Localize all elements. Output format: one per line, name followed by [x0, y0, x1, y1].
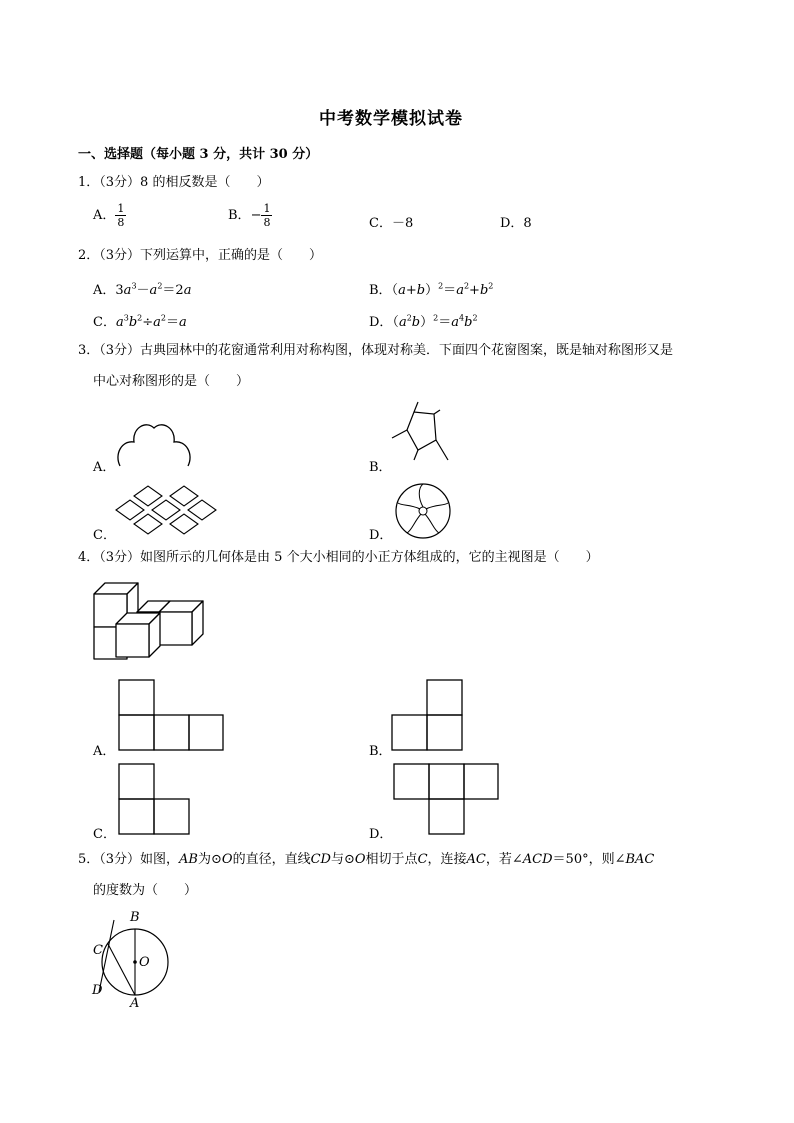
q4-cube-solid-figure	[93, 578, 205, 668]
q4-option-c-label: C．	[93, 827, 116, 842]
q3-pentagon-window-figure	[390, 402, 454, 464]
q5-circle-tangent-figure	[88, 908, 178, 1011]
q3-option-a-label: A．	[93, 460, 116, 475]
q3-option-d-label: D．	[369, 528, 393, 543]
question-3-stem-line1: 3．（3分）古典园林中的花窗通常利用对称构图，体现对称美．下面四个花窗图案，既是轴对称图形又是	[78, 343, 674, 358]
q2-option-a: A．$3a^3-a^2=2a$	[93, 281, 192, 298]
question-5-stem-line1: 5．（3分）如图，AB为⊙O的直径，直线CD与⊙O相切于点C，连接AC，若∠ACD＝50°，则∠BAC	[78, 852, 655, 867]
question-4-stem: 4．（3分）如图所示的几何体是由 5 个大小相同的小正方体组成的，它的主视图是（ ）	[78, 550, 599, 565]
q4-option-d-label: D．	[369, 827, 393, 842]
point-o-label: O	[139, 955, 150, 970]
point-b-label: B	[130, 910, 140, 925]
point-d-label: D	[92, 983, 103, 998]
q2-option-c: C．$a^3b^2\div a^2=a$	[93, 313, 187, 330]
page-title: 中考数学模拟试卷	[319, 109, 463, 129]
q2-option-d: D．$(a^2b)^2=a^4b^2$	[369, 313, 478, 330]
q3-lattice-window-figure	[116, 486, 218, 536]
point-a-label: A	[130, 996, 140, 1011]
q3-flower-window-figure	[394, 482, 452, 540]
point-c-label: C	[93, 943, 103, 958]
question-3-stem-line2: 中心对称图形的是（ ）	[93, 374, 250, 389]
q3-option-c-label: C．	[93, 528, 116, 543]
q1-option-a-fraction: $\frac{1}{8}$	[117, 202, 125, 229]
q2-option-b: B．$(a+b)^2=a^2+b^2$	[369, 281, 494, 298]
q1-option-a-label: A．	[93, 208, 116, 223]
q4-option-d-figure	[393, 763, 499, 835]
question-1-stem: 1．（3分）8 的相反数是（ ）	[78, 175, 270, 190]
q1-option-d: D．8	[500, 216, 532, 231]
q4-option-c-figure	[118, 763, 190, 835]
q1-option-a	[93, 202, 126, 229]
q3-option-b-label: B．	[369, 460, 392, 475]
question-2-stem: 2．（3分）下列运算中，正确的是（ ）	[78, 248, 323, 263]
q4-option-b-figure	[391, 679, 463, 751]
q1-option-b-label: B．	[228, 208, 251, 223]
section-heading: 一、选择题（每小题 3 分，共计 30 分）	[78, 147, 319, 162]
q4-option-a-label: A．	[93, 744, 116, 759]
q3-cloud-window-figure	[116, 414, 192, 470]
question-5-stem-line2: 的度数为（ ）	[93, 883, 198, 898]
q4-option-a-figure	[118, 679, 224, 751]
q4-option-b-label: B．	[369, 744, 392, 759]
q1-option-b-fraction: $\frac{1}{8}$	[263, 202, 271, 229]
q1-option-c: C．－8	[369, 216, 414, 231]
q1-option-b: B．− $\frac{1}{8}$	[228, 202, 271, 229]
